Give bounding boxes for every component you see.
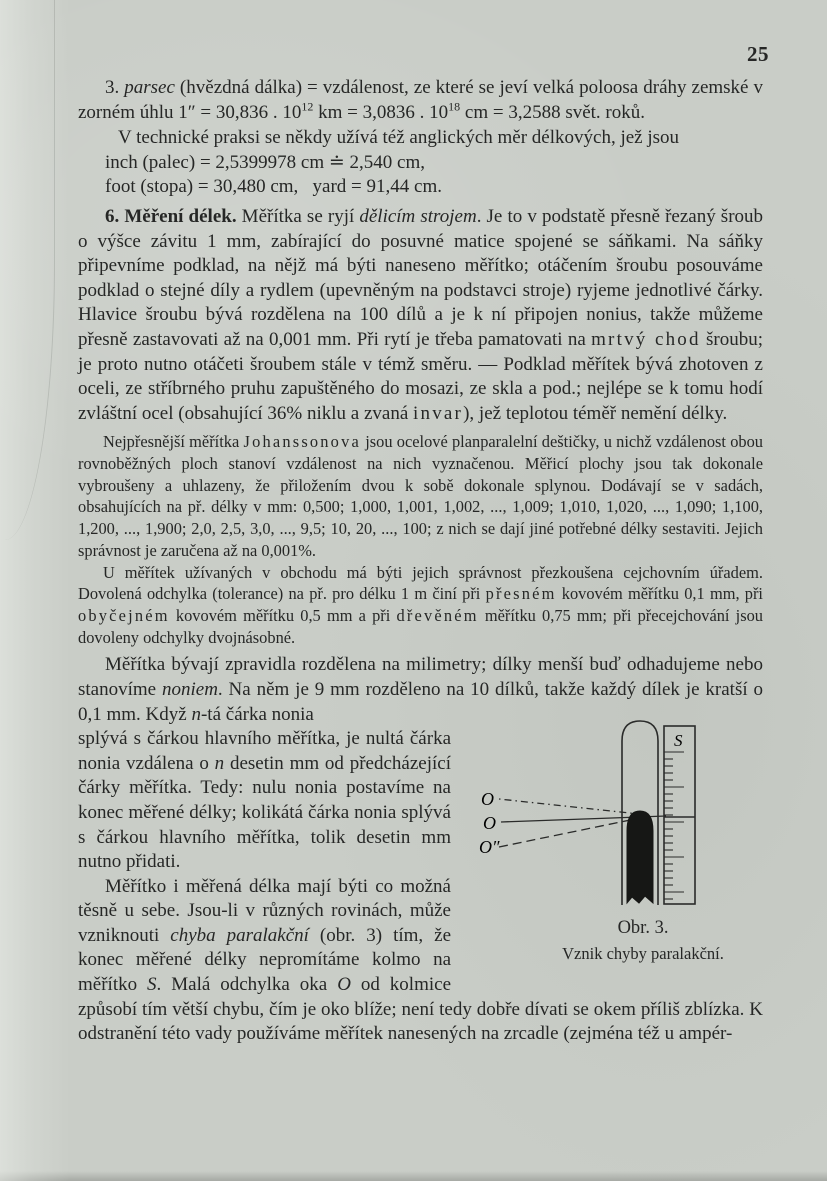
units-line: foot (stopa) = 30,480 cm, yard = 91,44 cm. [105,176,442,198]
scale-label: S [674,731,683,751]
units-line: inch (palec) = 2,5399978 cm ≐ 2,540 cm, [105,151,426,173]
figure-parallax-error [463,719,763,981]
sight-line-dotted [499,799,639,814]
figure-caption-number: Obr. 3. [617,918,669,939]
units-line: V technické praksi se někdy užívá též anglických měr délkových, jež jsou [118,127,680,149]
measured-object-column [627,811,653,903]
paragraph-johansson-gauges: Nejpřesnější měřítka Johanssonova jsou ocelové planparalelní deštičky, u nichž vzdálenost obou rovnoběžných ploch stanoví vzdálenost na nich vyznačenou. Měřicí plochy jsou tak dokonale vybroušeny a uhlazeny, že přiložením dvou k sobě dokonale splynou. Dodávají se v sadách, obsahujících na př. délky v mm: 0,500; 1,000, 1,001, 1,002, ..., 1,009; 1,010, 1,020, ..., 1,090; 1,100, 1,200, ..., 1,900; 2,0, 2,5, 3,0, ..., 9,5; 10, 20, ..., 100; z nich se dají jiné potřebné délky sestaviti. Jejich správnost je zaručena až na 0,001%. [78,432,764,560]
eye-label-top: O [481,789,494,810]
eye-label-mid: O [483,813,496,834]
paragraph-nonius-continued: splývá s čárkou hlavního měřítka, je nultá čárka nonia vzdálena o n desetin mm od předcházející čárky měřítka. Tedy: nulu nonia postavíme na konec měřené délky; kolikátá čárka nonia splývá s čárkou hlavního měřítka, tolik desetin mm nutno přidati. [78,728,451,873]
paragraph-nonius-intro: Měřítka bývají zpravidla rozdělena na milimetry; dílky menší buď odhadujeme nebo stanovíme noniem. Na něm je 9 mm rozděleno na 10 dílků, takže každý dílek je kratší o 0,1 mm. Když n-tá čárka nonia [78,654,763,725]
paper-crease [0,0,55,540]
paragraph-parallax: Měřítko i měřená délka mají býti co možná těsně u sebe. Jsou-li v různých rovinách, může vzniknouti chyba paralakční (obr. 3) tím, že konec měřené délky nepromítáme kolmo na měřítko S. Malá odchylka oka O od kolmice způsobí tím větší chybu, čím je oko blíže; není tedy dobře dívati se okem příliš zblízka. K odstranění této vady používáme měřítek nanesených na zrcadle (zejména též u ampér- [78,875,763,1045]
page-content [78,76,763,1047]
paragraph-section6-measurement: 6. Měření délek. Měřítka se ryjí dělicím strojem. Je to v podstatě přesně řezaný šroub o výšce závitu 1 mm, zabírající do posuvné matice spojené se sáňkami. Na sáňky připevníme podklad, na nějž má býti naneseno měřítko; otáčením šroubu posouváme podklad o stejné díly a rydlem (upevněným na podstavci stroje) ryjeme jednotlivé čárky. Hlavice šroubu bývá rozdělena na 100 dílů a je k ní připojen nonius, takže můžeme přesně zastavovati až na 0,001 mm. Při rytí je třeba pamatovati na mrtvý chod šroubu; je proto nutno otáčeti šroubem stále v témž směru. — Podklad měřítek bývá zhotoven z oceli, ze stříbrného pruhu zapuštěného do mosazi, ze skla a pod.; nejlépe se k tomu hodí zvláštní ocel (obsahující 36% niklu a zvaná invar), jež teplotou téměř nemění délky. [78,205,764,424]
wrap-region [78,727,763,1047]
figure-caption [525,915,761,967]
paragraph-english-units [105,126,763,200]
figure-caption-title: Vznik chyby paralakční. [562,944,724,964]
paragraph-tolerance: U měřítek užívaných v obchodu má býti jejich správnost přezkoušena cejchovním úřadem. Dovolená odchylka (tolerance) na př. pro délku 1 m činí při přesném kovovém měřítku 0,1 mm, při obyčejném kovovém měřítku 0,5 mm a při dřevěném měřítku 0,75 mm; při přecejchování jsou dovoleny odchylky dvojnásobné. [78,562,763,647]
ruler-ticks [664,752,684,899]
eye-label-bottom: O″ [479,837,500,858]
paragraph-parsec: 3. parsec (hvězdná dálka) = vzdálenost, ze které se jeví velká poloosa dráhy zemské v zorném úhlu 1″ = 30,836 . $10^{12}$ km = 3,0836 . $10^{18}$ cm = 3,2588 svět. roků. [78,77,763,123]
figure-drawing [463,719,763,915]
sight-line-dashed [499,818,640,847]
page-number: 25 [747,42,769,66]
